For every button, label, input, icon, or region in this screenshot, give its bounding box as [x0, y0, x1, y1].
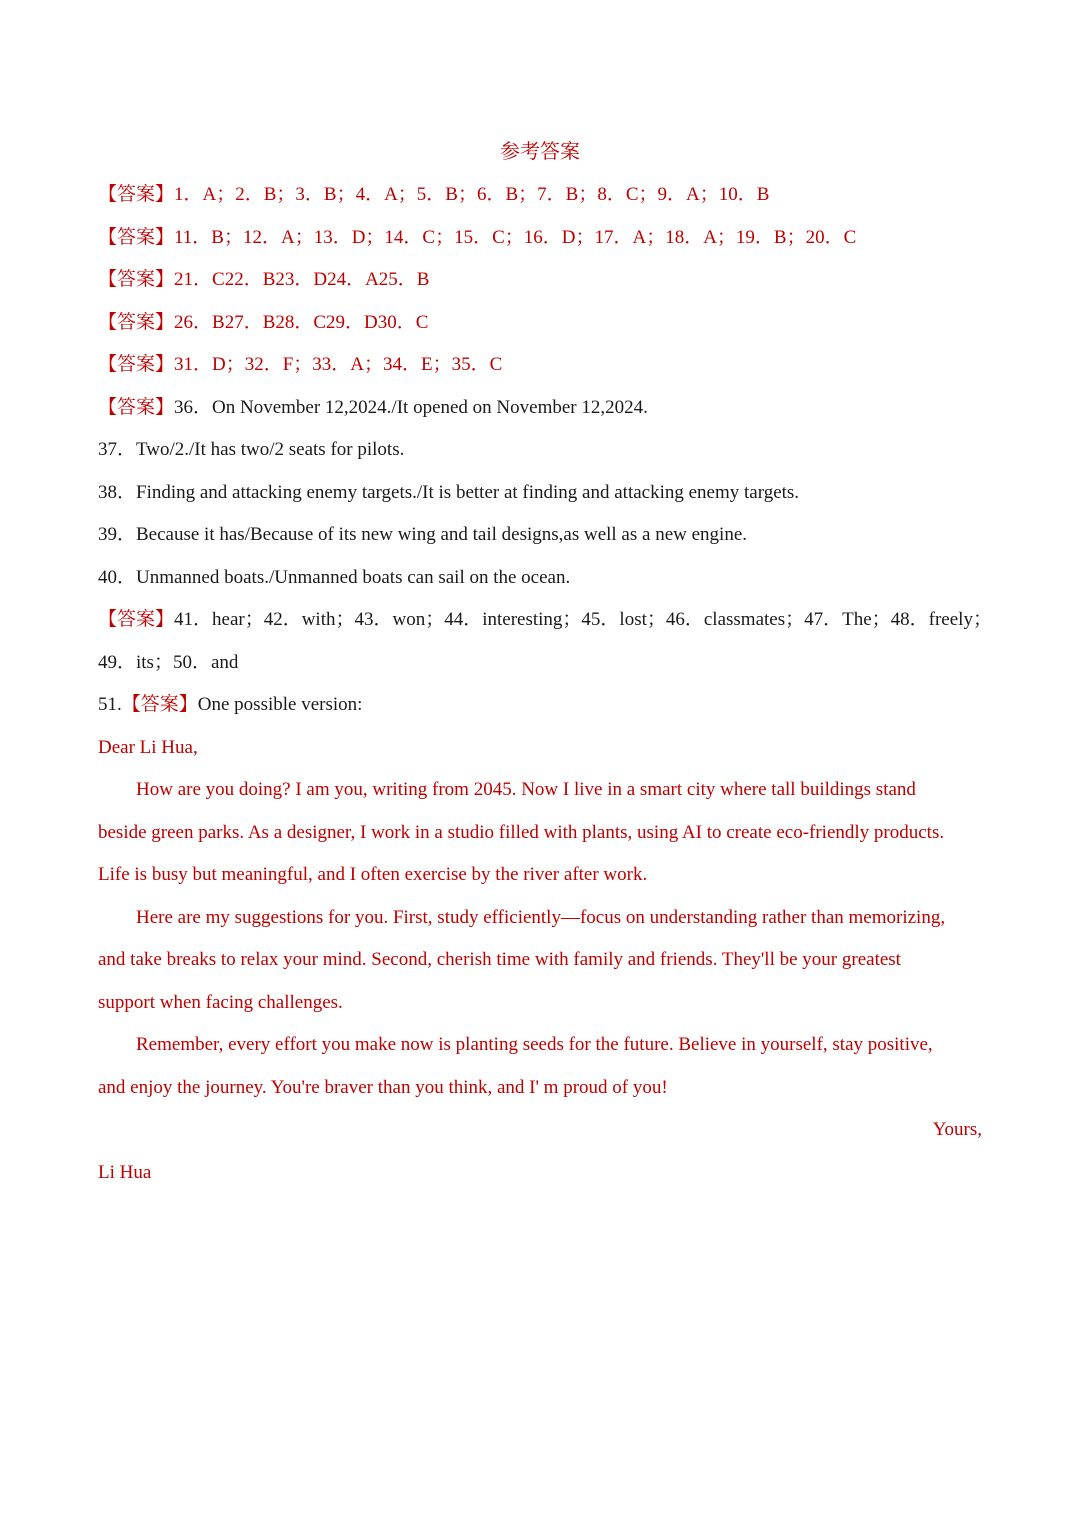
letter-paragraph-2-line-3: support when facing challenges.	[98, 991, 343, 1013]
answer-text: 36．On November 12,2024./It opened on November 12,2024.	[174, 396, 648, 418]
answer-tag: 【答案】	[121, 694, 198, 715]
answer-line-31-35	[98, 350, 990, 393]
answer-tag: 【答案】	[98, 311, 175, 333]
letter-greeting: Dear Li Hua,	[98, 736, 198, 758]
answer-content	[98, 180, 990, 1200]
answer-line-1-10	[98, 180, 990, 223]
answer-line-49-50: 49．its；50．and	[98, 651, 239, 673]
answer-text: 26．B27．B28．C29．D30．C	[174, 311, 429, 333]
answer-line-26-30	[98, 308, 990, 351]
answer-text: 11．B；12．A；13．D；14．C；15．C；16．D；17．A；18．A；19．B；20．C	[174, 226, 857, 248]
answer-line-51	[98, 690, 990, 733]
answer-line-36	[98, 393, 990, 436]
answer-text: One possible version:	[197, 694, 363, 715]
answer-tag: 【答案】	[98, 226, 175, 248]
answer-line-38: 38．Finding and attacking enemy targets./It is better at finding and attacking enemy targets.	[98, 481, 800, 503]
answer-line-21-25	[98, 265, 990, 308]
letter-paragraph-2-line-2: and take breaks to relax your mind. Second, cherish time with family and friends. They'll be your greatest	[98, 949, 901, 970]
answer-tag: 【答案】	[98, 609, 175, 630]
answer-line-40: 40．Unmanned boats./Unmanned boats can sail on the ocean.	[98, 566, 571, 588]
letter-paragraph-1-line-1: How are you doing? I am you, writing from 2045. Now I live in a smart city where tall buildings stand	[136, 779, 916, 800]
answer-tag: 【答案】	[98, 354, 175, 375]
letter-paragraph-3-line-2: and enjoy the journey. You're braver than you think, and I' m proud of you!	[98, 1076, 668, 1098]
answer-text: 1．A；2．B；3．B；4．A；5．B；6．B；7．B；8．C；9．A；10．B	[174, 184, 770, 205]
answer-text: 31．D；32．F；33．A；34．E；35．C	[174, 354, 503, 375]
answer-line-37: 37．Two/2./It has two/2 seats for pilots.	[98, 439, 405, 460]
answer-line-41-48	[98, 605, 990, 648]
answer-text: 41．hear；42．with；43．won；44．interesting；45．lost；46．classmates；47．The；48．freely；	[174, 609, 992, 630]
answer-line-11-20	[98, 223, 990, 266]
answer-text: 21．C22．B23．D24．A25．B	[174, 269, 430, 290]
letter-paragraph-2-line-1: Here are my suggestions for you. First, study efficiently—focus on understanding rather than memorizing,	[136, 906, 946, 928]
answer-line-39: 39．Because it has/Because of its new wing and tail designs,as well as a new engine.	[98, 524, 747, 545]
letter-paragraph-3-line-1: Remember, every effort you make now is planting seeds for the future. Believe in yourself, stay positive,	[136, 1034, 933, 1055]
answer-tag: 【答案】	[98, 184, 175, 205]
letter-signature: Li Hua	[98, 1161, 152, 1183]
letter-closing: Yours,	[932, 1119, 982, 1140]
answer-tag: 【答案】	[98, 269, 175, 290]
answer-tag: 【答案】	[98, 396, 175, 418]
letter-paragraph-1-line-3: Life is busy but meaningful, and I often exercise by the river after work.	[98, 864, 648, 885]
page-title: 参考答案	[500, 141, 580, 163]
question-number: 51.	[98, 694, 122, 715]
letter-paragraph-1-line-2: beside green parks. As a designer, I work in a studio filled with plants, using AI to create eco-friendly products.	[98, 821, 945, 843]
